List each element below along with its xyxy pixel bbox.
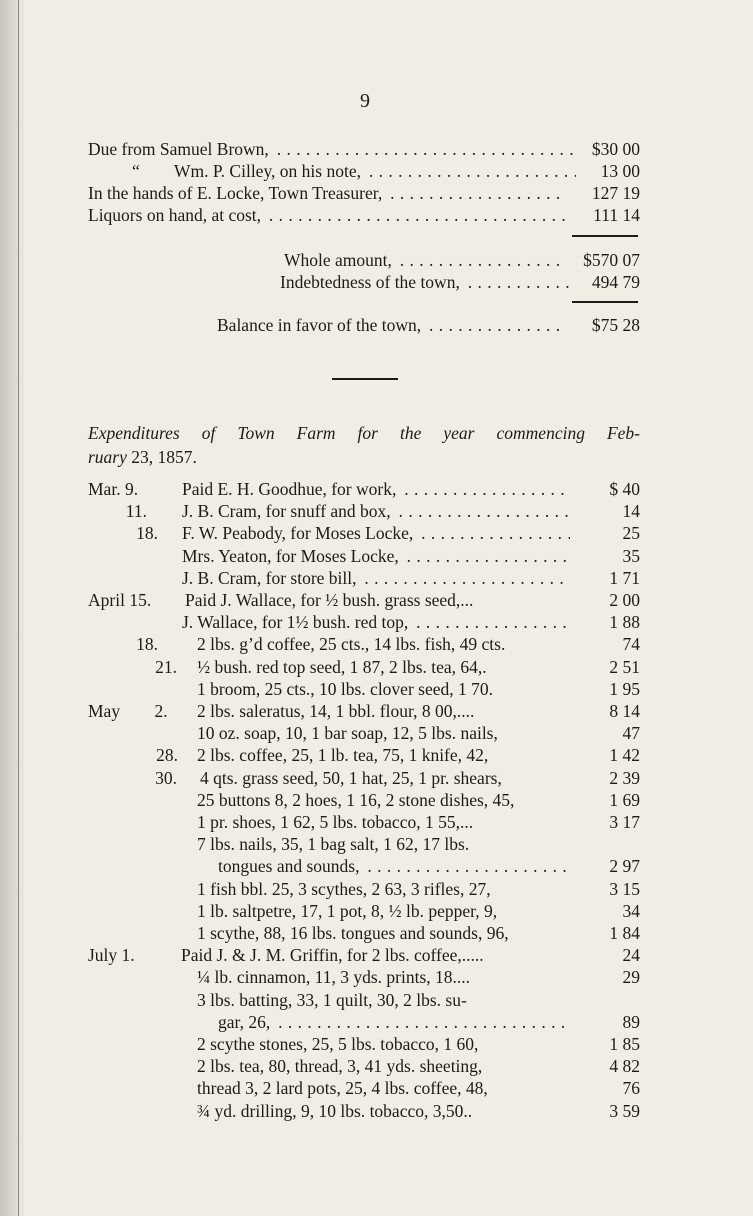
entry-description: 1 fish bbl. 25, 3 scythes, 2 63, 3 rifles, 27,	[197, 878, 491, 899]
section-heading	[88, 421, 640, 469]
summary-row	[88, 138, 640, 160]
entry-date: 18.	[136, 523, 158, 544]
entry-amount: 35	[622, 545, 640, 566]
entry-date: 28.	[156, 745, 178, 766]
page-number: 9	[360, 90, 370, 112]
summary-amount: $75 28	[591, 315, 640, 335]
entry-description: J. B. Cram, for snuff and box,	[182, 501, 394, 521]
entry-description: gar, 26,	[218, 1012, 273, 1032]
summary-amount: 111 14	[593, 205, 640, 225]
summary-amount: 494 79	[591, 272, 640, 292]
entry-amount: 1 95	[609, 678, 640, 699]
entry-description: ½ bush. red top seed, 1 87, 2 lbs. tea, 64,.	[197, 656, 487, 677]
ledger-entry	[0, 522, 753, 544]
entry-leader	[218, 855, 570, 877]
ledger-entry	[0, 1033, 753, 1055]
entry-description: 1 broom, 25 cts., 10 lbs. clover seed, 1 70.	[197, 678, 493, 699]
entry-description: Paid J. Wallace, for ½ bush. grass seed,...	[185, 590, 474, 610]
entry-description: 4 qts. grass seed, 50, 1 hat, 25, 1 pr. shears,	[200, 767, 502, 788]
sum-rule	[572, 301, 638, 303]
ledger-entry	[0, 811, 753, 833]
entry-amount: 74	[622, 634, 640, 655]
entry-amount: 34	[622, 900, 640, 921]
entry-amount: 2 00	[609, 590, 640, 610]
entry-amount: 25	[622, 523, 640, 544]
ledger-entry	[0, 633, 753, 655]
entry-amount: 1 84	[609, 923, 640, 943]
ledger-entry	[0, 589, 753, 611]
ledger-entry	[0, 478, 753, 500]
ledger-entry	[0, 1055, 753, 1077]
entry-amount: 24	[622, 945, 640, 966]
entry-description: 1 lb. saltpetre, 17, 1 pot, 8, ½ lb. pepper, 9,	[197, 900, 498, 921]
heading-line: Expenditures of Town Farm for the year commencing Feb-	[88, 423, 640, 443]
entry-description: 7 lbs. nails, 35, 1 bag salt, 1 62, 17 lbs.	[197, 834, 470, 855]
entry-description: 3 lbs. batting, 33, 1 quilt, 30, 2 lbs. su-	[197, 989, 467, 1010]
entry-amount: 47	[622, 723, 640, 744]
entry-description: 2 lbs. g’d coffee, 25 cts., 14 lbs. fish, 49 cts.	[197, 634, 506, 655]
entry-date: Mar. 9.	[88, 479, 139, 499]
entry-description: Paid E. H. Goodhue, for work,	[182, 479, 399, 499]
entry-amount: 2 97	[609, 856, 640, 877]
entry-date: 11.	[125, 501, 147, 522]
summary-row	[88, 182, 640, 204]
entry-leader	[218, 1011, 570, 1033]
entry-amount: 4 82	[609, 1056, 640, 1077]
ledger-entry	[0, 656, 753, 678]
entry-amount: 1 85	[609, 1034, 640, 1054]
entry-amount: 2 39	[609, 767, 640, 788]
ledger-entry	[0, 833, 753, 855]
entry-date: 30.	[155, 767, 177, 788]
ledger-entry	[0, 878, 753, 900]
ledger-entry	[0, 1011, 753, 1033]
summary-row	[217, 314, 640, 336]
entry-description: 25 buttons 8, 2 hoes, 1 16, 2 stone dishes, 45,	[197, 789, 515, 810]
summary-amount: 13 00	[600, 161, 640, 181]
ledger-entry	[0, 500, 753, 522]
summary-amount: $30 00	[591, 139, 640, 159]
entry-leader	[182, 567, 570, 589]
summary-label: Balance in favor of the town,	[217, 315, 424, 335]
entry-description: tongues and sounds,	[218, 856, 362, 876]
entry-description: 1 pr. shoes, 1 62, 5 lbs. tobacco, 1 55,...	[197, 812, 474, 832]
ledger-entry	[0, 744, 753, 766]
entry-description: Paid J. & J. M. Griffin, for 2 lbs. coffee,.....	[181, 945, 484, 966]
entry-description: J. Wallace, for 1½ bush. red top,	[182, 612, 411, 632]
ledger-entry	[0, 545, 753, 567]
sum-rule	[572, 235, 638, 237]
entry-amount: 89	[622, 1011, 640, 1032]
ledger-entry	[0, 989, 753, 1011]
entry-amount: 3 17	[609, 812, 640, 832]
summary-row	[88, 204, 640, 226]
summary-label: Indebtedness of the town,	[280, 272, 463, 292]
entry-amount: 3 15	[609, 878, 640, 899]
entry-description: 2 lbs. saleratus, 14, 1 bbl. flour, 8 00,....	[197, 701, 475, 721]
ledger-entry	[0, 1077, 753, 1099]
entry-amount: 2 51	[609, 656, 640, 677]
entry-leader	[182, 611, 570, 633]
entry-description: 2 scythe stones, 25, 5 lbs. tobacco, 1 60,	[197, 1034, 479, 1054]
ledger-entry	[0, 855, 753, 877]
heading-line: 23, 1857.	[131, 447, 197, 467]
entry-amount: 1 42	[609, 745, 640, 766]
heading-line: ruary	[88, 447, 127, 467]
entry-description: Mrs. Yeaton, for Moses Locke,	[182, 546, 402, 566]
entry-date: May 2.	[88, 701, 168, 721]
summary-label: Due from Samuel Brown,	[88, 139, 272, 159]
ledger-entry	[0, 611, 753, 633]
ledger-entry	[0, 567, 753, 589]
summary-label: Wm. P. Cilley, on his note,	[174, 161, 364, 181]
entry-leader	[182, 500, 570, 522]
ditto-mark: “	[132, 161, 140, 181]
ledger-entry	[0, 722, 753, 744]
entry-amount: 8 14	[609, 701, 640, 721]
entry-description: thread 3, 2 lard pots, 25, 4 lbs. coffee, 48,	[197, 1078, 488, 1099]
summary-label: In the hands of E. Locke, Town Treasurer,	[88, 183, 385, 203]
entry-description: J. B. Cram, for store bill,	[182, 568, 360, 588]
entry-date: 21.	[155, 656, 177, 677]
entry-description: 1 scythe, 88, 16 lbs. tongues and sounds, 96,	[197, 923, 509, 943]
summary-row	[284, 249, 640, 271]
ledger-entry	[0, 1100, 753, 1122]
summary-label: Liquors on hand, at cost,	[88, 205, 264, 225]
summary-row	[280, 271, 640, 293]
entry-leader	[182, 545, 570, 567]
entry-description: 10 oz. soap, 10, 1 bar soap, 12, 5 lbs. nails,	[197, 723, 498, 744]
entry-amount: 14	[622, 501, 640, 522]
entry-amount: 1 71	[609, 567, 640, 588]
ledger-entry	[0, 922, 753, 944]
entry-description: ¾ yd. drilling, 9, 10 lbs. tobacco, 3,50..	[197, 1100, 473, 1121]
entry-date: July 1.	[88, 945, 135, 966]
ledger-entry	[0, 900, 753, 922]
entry-description: F. W. Peabody, for Moses Locke,	[182, 523, 416, 543]
entry-leader	[182, 478, 570, 500]
ledger-entry	[0, 966, 753, 988]
entry-date: April 15.	[88, 590, 152, 610]
entry-amount: 1 88	[609, 612, 640, 633]
entry-amount: 3 59	[609, 1100, 640, 1121]
entry-description: ¼ lb. cinnamon, 11, 3 yds. prints, 18....	[197, 967, 471, 988]
entry-amount: $ 40	[609, 479, 640, 499]
ledger-entry	[0, 944, 753, 966]
summary-label: Whole amount,	[284, 250, 395, 270]
summary-row	[88, 160, 640, 182]
entry-leader	[182, 522, 570, 544]
ledger-entry	[0, 678, 753, 700]
entry-amount: 76	[622, 1078, 640, 1099]
summary-amount: 127 19	[591, 183, 640, 203]
section-divider	[332, 378, 398, 380]
ledger-entry	[0, 700, 753, 722]
entry-description: 2 lbs. tea, 80, thread, 3, 41 yds. sheeting,	[197, 1056, 483, 1077]
ledger-entry	[0, 789, 753, 811]
entry-date: 18.	[136, 634, 158, 655]
entry-amount: 29	[622, 967, 640, 988]
entry-amount: 1 69	[609, 789, 640, 810]
entry-description: 2 lbs. coffee, 25, 1 lb. tea, 75, 1 knife, 42,	[197, 745, 489, 766]
ledger-entry	[0, 767, 753, 789]
summary-amount: $570 07	[583, 250, 640, 270]
